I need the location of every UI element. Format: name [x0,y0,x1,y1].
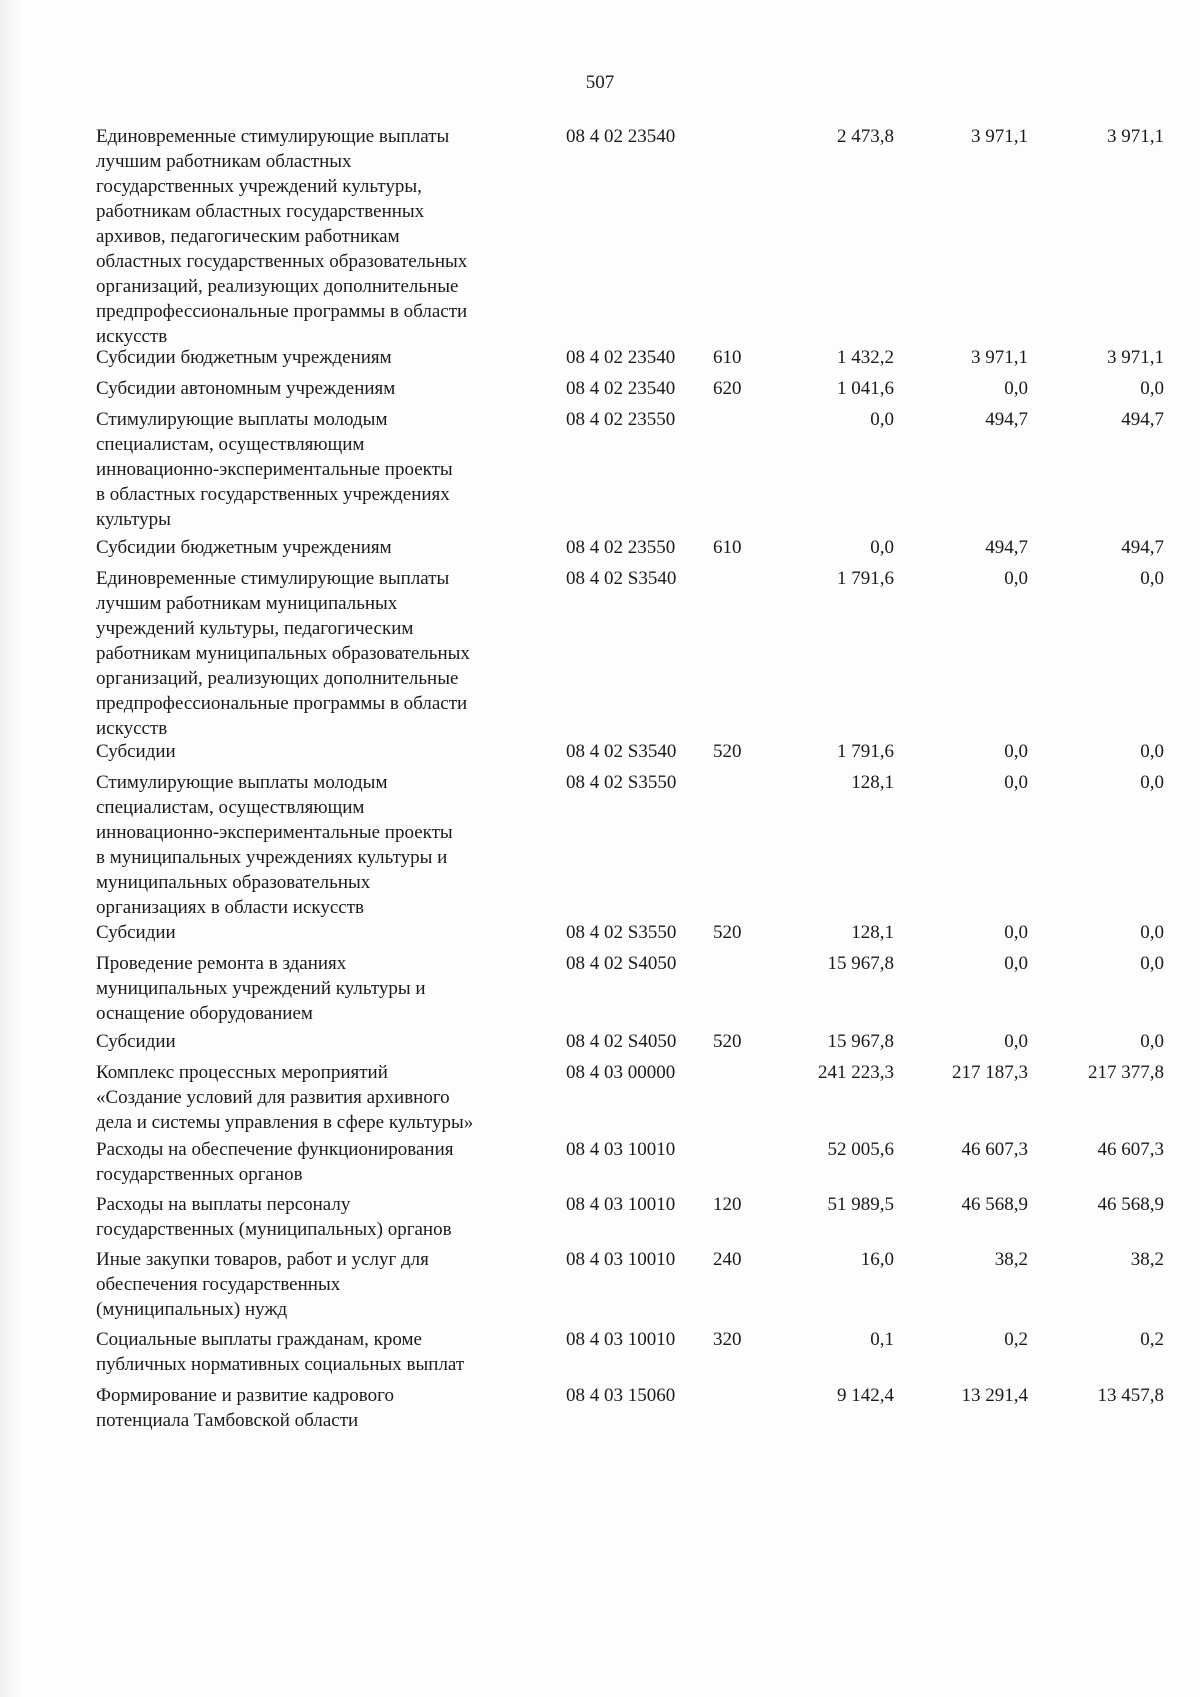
row-value-1: 15 967,8 [827,953,894,974]
row-value-1: 1 791,6 [837,741,894,762]
row-value-3: 38,2 [1130,1249,1164,1270]
row-name: Расходы на выплаты персоналу государственных (муниципальных) органов [96,1194,452,1240]
row-value-1: 16,0 [860,1249,894,1270]
row-value-1: 9 142,4 [837,1385,894,1406]
row-value-2: 3 971,1 [971,126,1028,147]
row-value-3: 0,0 [1140,1031,1164,1052]
row-code: 08 4 03 10010 [566,1249,676,1270]
row-value-3: 0,0 [1140,378,1164,399]
row-value-1: 0,0 [870,537,894,558]
row-code: 08 4 02 S4050 [566,953,677,974]
row-value-3: 0,2 [1140,1329,1164,1350]
row-value-1: 1 432,2 [837,347,894,368]
row-value-2: 494,7 [985,537,1028,558]
row-value-2: 13 291,4 [961,1385,1028,1406]
row-expense-type: 120 [713,1194,742,1215]
row-value-2: 0,0 [1004,568,1028,589]
row-value-3: 3 971,1 [1107,126,1164,147]
row-code: 08 4 02 23540 [566,126,676,147]
row-code: 08 4 02 S3550 [566,922,677,943]
row-code: 08 4 02 S4050 [566,1031,677,1052]
page-number: 507 [585,72,615,93]
row-name: Субсидии [96,1031,176,1052]
row-name: Проведение ремонта в зданиях муниципальных учреждений культуры и оснащение оборудованием [96,953,426,1024]
row-code: 08 4 02 S3540 [566,741,677,762]
row-value-2: 0,0 [1004,922,1028,943]
row-name: Расходы на обеспечение функционирования государственных органов [96,1139,454,1185]
row-name: Формирование и развитие кадрового потенциала Тамбовской области [96,1385,394,1431]
row-expense-type: 520 [713,1031,742,1052]
row-value-3: 0,0 [1140,953,1164,974]
row-value-1: 128,1 [851,772,894,793]
row-value-3: 3 971,1 [1107,347,1164,368]
row-value-1: 2 473,8 [837,126,894,147]
row-code: 08 4 02 23550 [566,409,676,430]
row-value-2: 38,2 [994,1249,1028,1270]
row-value-1: 241 223,3 [818,1062,894,1083]
row-value-1: 15 967,8 [827,1031,894,1052]
row-value-1: 51 989,5 [827,1194,894,1215]
row-code: 08 4 02 S3540 [566,568,677,589]
row-value-3: 0,0 [1140,568,1164,589]
row-value-2: 46 607,3 [961,1139,1028,1160]
row-value-3: 0,0 [1140,922,1164,943]
row-name: Единовременные стимулирующие выплаты лучшим работникам муниципальных учреждений культуры, педагогическим работникам муниципальных образовательных организаций, реализующих дополнительные предпрофессиональные программы в области искусств [96,568,470,739]
row-name: Социальные выплаты гражданам, кроме публичных нормативных социальных выплат [96,1329,465,1375]
row-value-3: 46 568,9 [1097,1194,1164,1215]
row-expense-type: 610 [713,347,742,368]
row-name: Стимулирующие выплаты молодым специалистам, осуществляющим инновационно-экспериментальные проекты в муниципальных учреждениях культуры и муниципальных образовательных организациях в области искусств [96,772,453,918]
row-value-2: 0,0 [1004,772,1028,793]
row-code: 08 4 02 23540 [566,378,676,399]
row-name: Субсидии [96,741,176,762]
row-code: 08 4 03 10010 [566,1329,676,1350]
row-value-3: 494,7 [1121,409,1164,430]
row-expense-type: 320 [713,1329,742,1350]
row-name: Субсидии [96,922,176,943]
row-value-1: 0,0 [870,409,894,430]
row-value-2: 0,0 [1004,378,1028,399]
row-value-2: 0,0 [1004,953,1028,974]
row-value-3: 0,0 [1140,741,1164,762]
row-name: Стимулирующие выплаты молодым специалистам, осуществляющим инновационно-экспериментальные проекты в областных государственных учреждениях культуры [96,409,453,530]
row-expense-type: 240 [713,1249,742,1270]
row-code: 08 4 02 23540 [566,347,676,368]
row-code: 08 4 03 10010 [566,1194,676,1215]
row-value-2: 217 187,3 [952,1062,1028,1083]
row-expense-type: 620 [713,378,742,399]
row-name: Иные закупки товаров, работ и услуг для обеспечения государственных (муниципальных) нужд [96,1249,429,1320]
row-value-1: 1 041,6 [837,378,894,399]
row-value-2: 46 568,9 [961,1194,1028,1215]
row-value-3: 13 457,8 [1097,1385,1164,1406]
row-code: 08 4 02 23550 [566,537,676,558]
row-expense-type: 520 [713,741,742,762]
row-expense-type: 610 [713,537,742,558]
row-value-1: 52 005,6 [827,1139,894,1160]
row-value-2: 3 971,1 [971,347,1028,368]
row-code: 08 4 03 00000 [566,1062,676,1083]
row-code: 08 4 03 10010 [566,1139,676,1160]
row-name: Субсидии автономным учреждениям [96,378,396,399]
row-value-1: 0,1 [870,1329,894,1350]
row-value-3: 46 607,3 [1097,1139,1164,1160]
row-value-3: 494,7 [1121,537,1164,558]
row-code: 08 4 02 S3550 [566,772,677,793]
row-expense-type: 520 [713,922,742,943]
row-name: Субсидии бюджетным учреждениям [96,537,392,558]
row-value-2: 494,7 [985,409,1028,430]
row-value-1: 1 791,6 [837,568,894,589]
row-name: Субсидии бюджетным учреждениям [96,347,392,368]
row-name: Единовременные стимулирующие выплаты лучшим работникам областных государственных учреждений культуры, работникам областных государственных архивов, педагогическим работникам областных государственных образовательных организаций, реализующих дополнительные предпрофессиональные программы в области искусств [96,126,468,347]
row-value-3: 217 377,8 [1088,1062,1164,1083]
row-value-1: 128,1 [851,922,894,943]
row-name: Комплекс процессных мероприятий «Создание условий для развития архивного дела и системы управления в сфере культуры» [96,1062,474,1133]
row-value-2: 0,0 [1004,741,1028,762]
row-value-2: 0,2 [1004,1329,1028,1350]
row-value-2: 0,0 [1004,1031,1028,1052]
row-value-3: 0,0 [1140,772,1164,793]
row-code: 08 4 03 15060 [566,1385,676,1406]
